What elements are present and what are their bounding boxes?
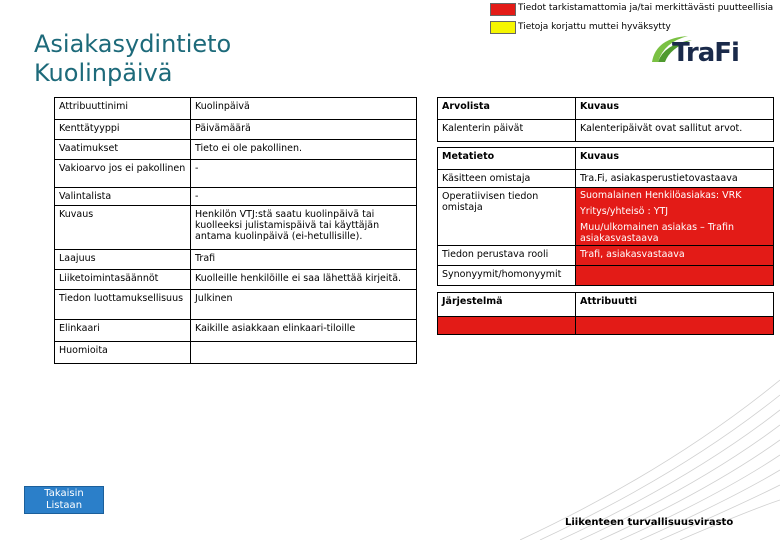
value-list-cell: Kalenterin päivät [438,120,576,142]
table-row [55,320,417,342]
attr-key: Huomioita [55,342,191,364]
table-row [55,250,417,270]
attr-value: - [191,188,417,206]
metadata-cell: Käsitteen omistaja [438,170,576,188]
metadata-header-col2: Kuvaus [576,148,774,170]
metadata-cell-flagged [576,188,774,246]
table-row [55,140,417,160]
table-row [438,266,774,286]
metadata-cell: Synonyymit/homonyymit [438,266,576,286]
attr-value: Kaikille asiakkaan elinkaari-tiloille [191,320,417,342]
table-row [438,246,774,266]
attr-key: Valintalista [55,188,191,206]
attr-key: Liiketoimintasäännöt [55,270,191,290]
attr-value: Julkinen [191,290,417,320]
attr-key: Elinkaari [55,320,191,342]
metadata-table [437,147,774,286]
value-list-header-col1: Arvolista [438,98,576,120]
page-title [34,30,231,88]
system-header-col1: Järjestelmä [438,293,576,317]
table-row [55,342,417,364]
attr-value: Henkilön VTJ:stä saatu kuolinpäivä tai kuolleeksi julistamispäivä tai käyttäjän antama kuolinpäivä (ei-hetullisille). [191,206,417,250]
attr-value: Kuolleille henkilöille ei saa lähettää kirjeitä. [191,270,417,290]
attr-value: Kuolinpäivä [191,98,417,120]
table-row [55,188,417,206]
trafi-logo [648,32,758,68]
system-header-col2: Attribuutti [576,293,774,317]
metadata-cell: Tra.Fi, asiakasperustietovastaava [576,170,774,188]
metadata-cell: Tiedon perustava rooli [438,246,576,266]
attr-key: Kenttätyyppi [55,120,191,140]
attr-key: Kuvaus [55,206,191,250]
table-row [55,270,417,290]
attribute-table [54,97,417,364]
page-title-line1: Asiakasydintieto [34,30,232,58]
attr-key: Vakioarvo jos ei pakollinen [55,160,191,188]
attr-value: Trafi [191,250,417,270]
system-cell-flagged [576,317,774,335]
table-row [55,206,417,250]
metadata-line: Muu/ulkomainen asiakas – Trafin asiakasvastaava [580,222,734,244]
legend-yellow-label: Tietoja korjattu muttei hyväksytty [518,22,671,32]
value-list-table [437,97,774,142]
table-row [55,98,417,120]
attr-key: Attribuuttinimi [55,98,191,120]
table-row [438,170,774,188]
system-table [437,292,774,335]
value-list-header-col2: Kuvaus [576,98,774,120]
metadata-cell: Operatiivisen tiedon omistaja [438,188,576,246]
table-row [55,290,417,320]
page-title-line2: Kuolinpäivä [34,59,173,87]
table-row [438,317,774,335]
table-header-row [438,293,774,317]
metadata-cell-flagged [576,266,774,286]
metadata-line: Suomalainen Henkilöasiakas: VRK [580,190,742,201]
attr-value [191,342,417,364]
attr-key: Laajuus [55,250,191,270]
attr-value: Päivämäärä [191,120,417,140]
legend-red-label: Tiedot tarkistamattomia ja/tai merkittävästi puutteellisia [518,3,774,13]
table-row [438,188,774,246]
table-header-row [438,148,774,170]
attr-key: Tiedon luottamuksellisuus [55,290,191,320]
back-to-list-button[interactable]: Takaisin Listaan [24,486,104,514]
attr-value: - [191,160,417,188]
metadata-header-col1: Metatieto [438,148,576,170]
legend-yellow-swatch [490,21,516,34]
metadata-cell-flagged: Trafi, asiakasvastaava [576,246,774,266]
legend-red-swatch [490,3,516,16]
attr-value: Tieto ei ole pakollinen. [191,140,417,160]
table-row [55,160,417,188]
trafi-logo-text: TraFi [672,38,739,68]
system-cell-flagged [438,317,576,335]
table-header-row [438,98,774,120]
decorative-stripes [520,340,780,540]
table-row [55,120,417,140]
footer-org-name: Liikenteen turvallisuusvirasto [565,517,734,528]
value-list-cell: Kalenteripäivät ovat sallitut arvot. [576,120,774,142]
table-row [438,120,774,142]
metadata-line: Yritys/yhteisö : YTJ [580,206,669,217]
attr-key: Vaatimukset [55,140,191,160]
